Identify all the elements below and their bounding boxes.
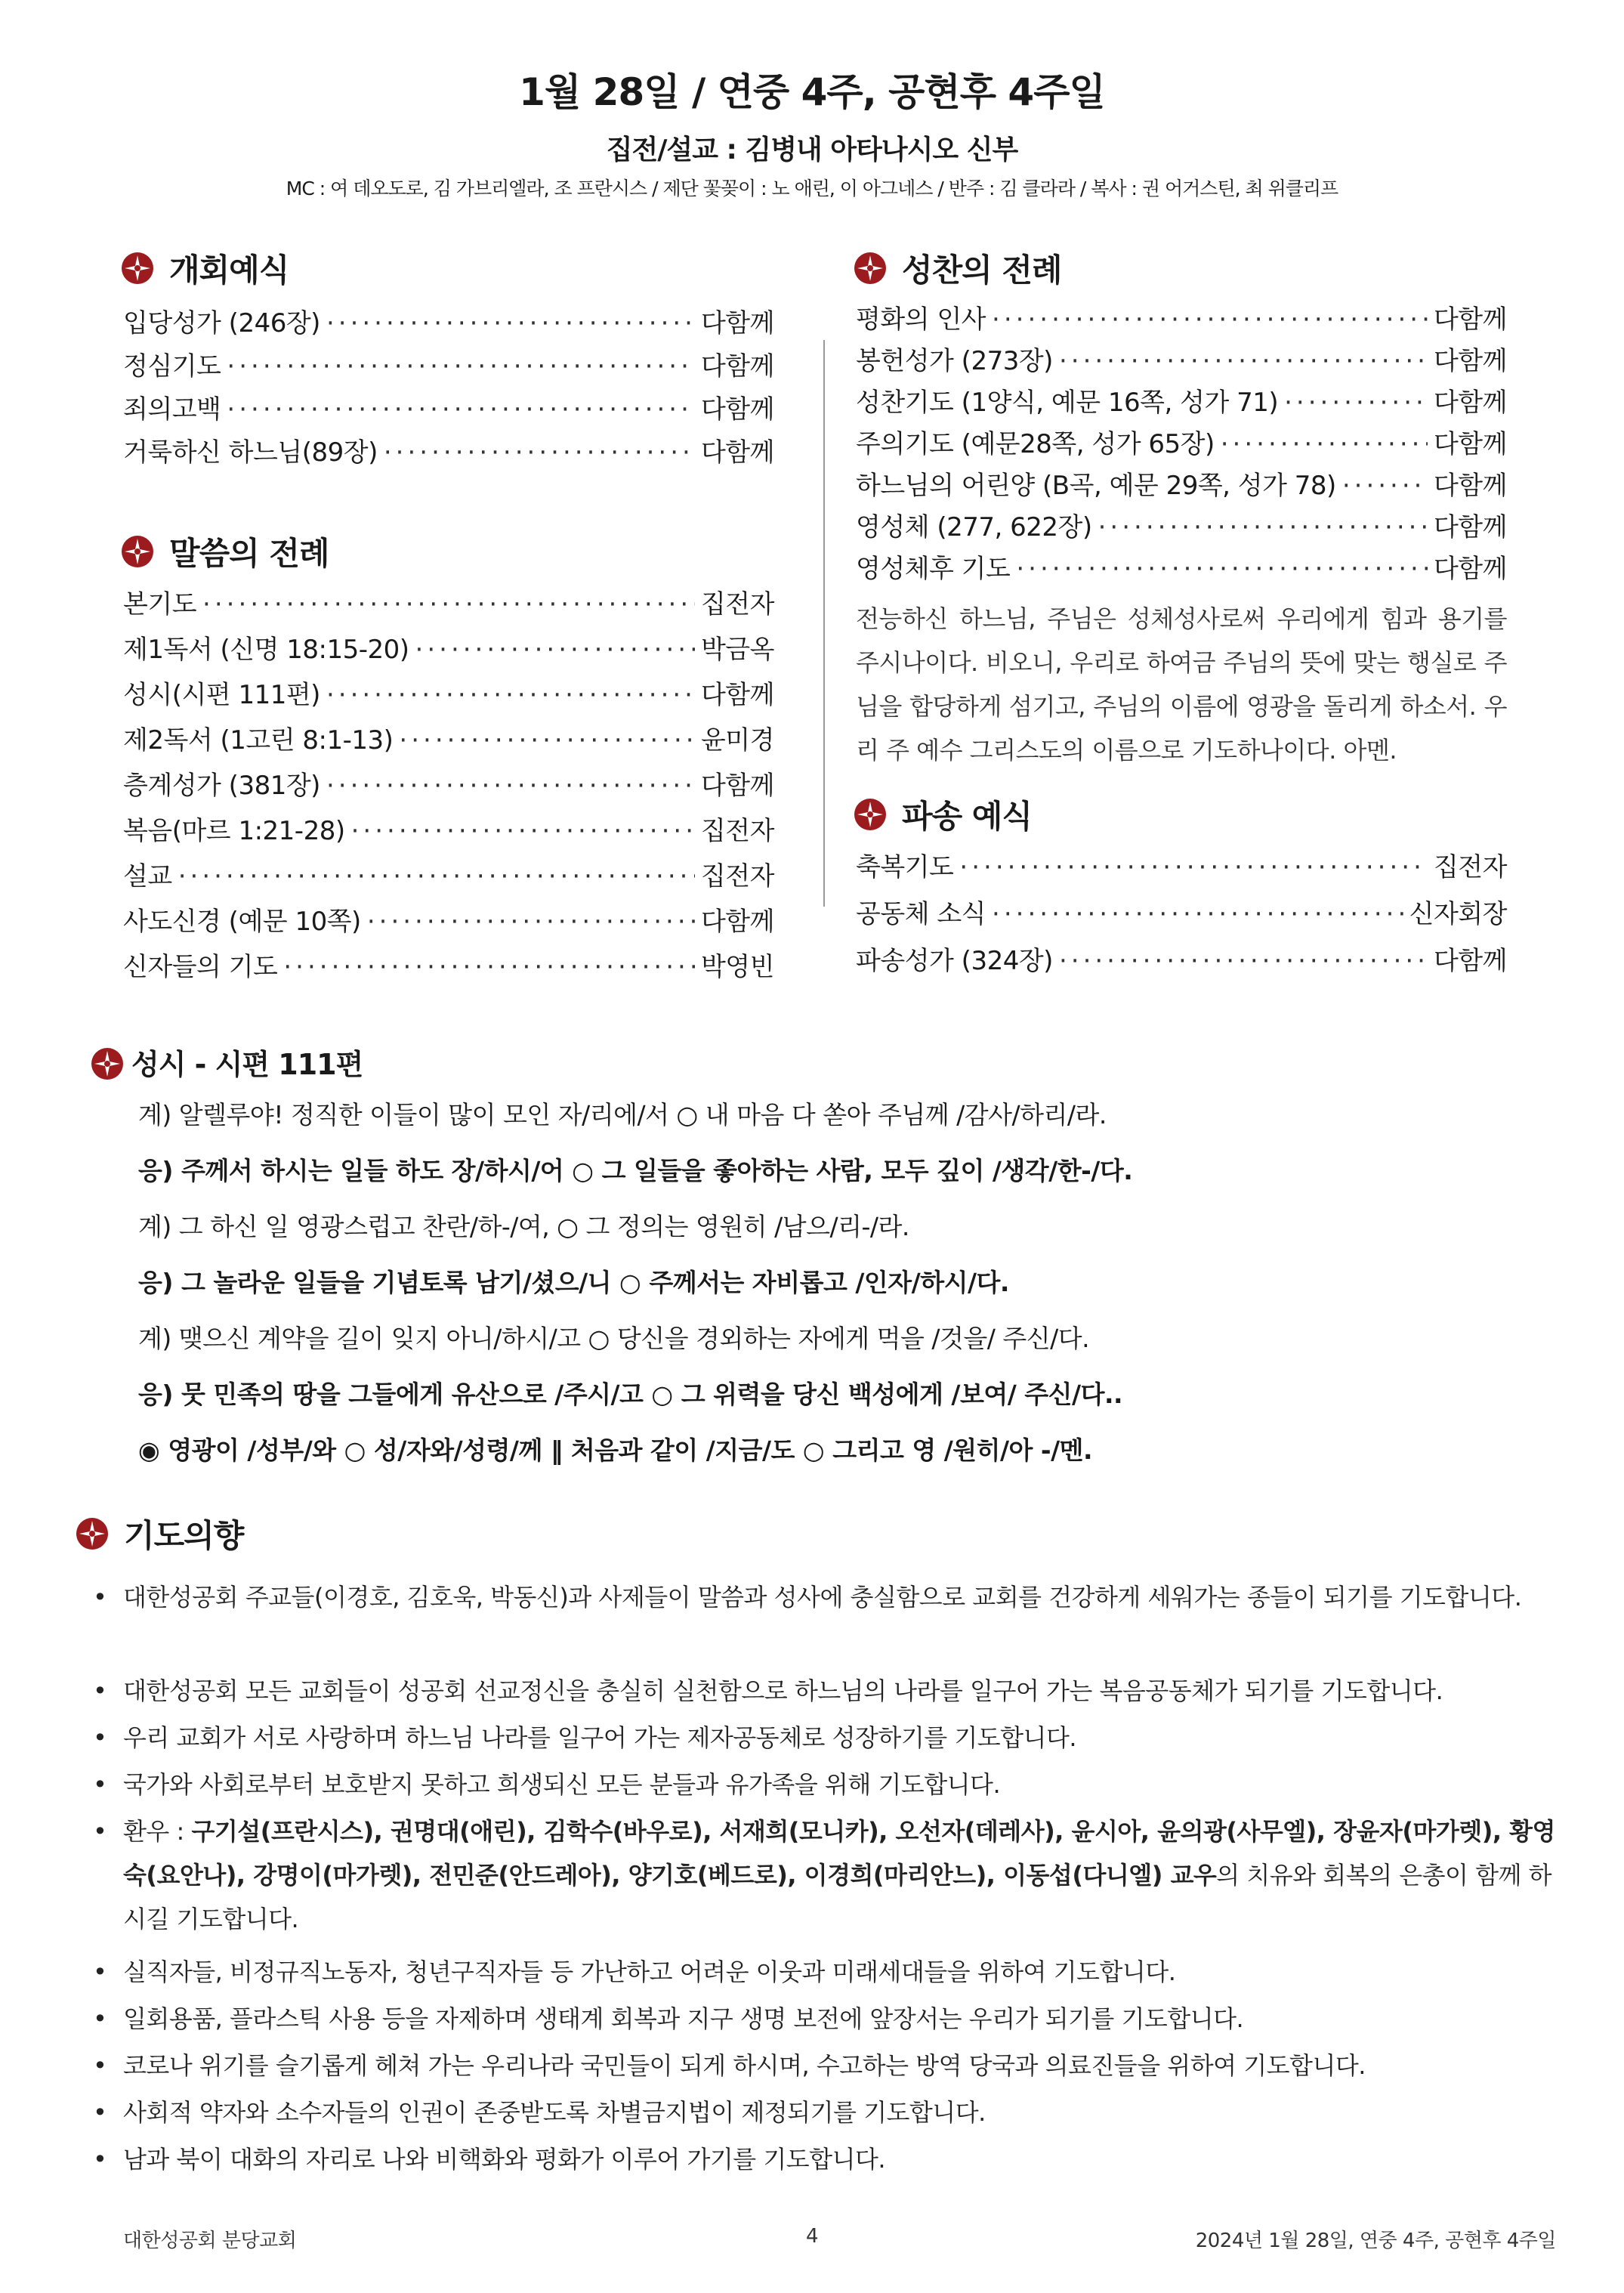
row-label: 층계성가 (381장) [123, 771, 320, 801]
row-label: 봉헌성가 (273장) [856, 346, 1053, 376]
order-row [123, 901, 774, 943]
order-row [856, 846, 1507, 888]
celebrant-line: 집전/설교 : 김병내 아타나시오 신부 [606, 134, 1018, 165]
bullet: • [93, 1958, 107, 1986]
row-label: 설교 [123, 861, 172, 892]
row-role: 다함께 [1433, 554, 1507, 584]
intentions-list [93, 1575, 1558, 2195]
order-row [123, 302, 774, 345]
row-role: 박금옥 [700, 635, 774, 665]
row-role: 다함께 [700, 771, 774, 801]
row-role: 집전자 [700, 816, 774, 846]
intention-text: 대한성공회 주교들(이경호, 김호욱, 박동신)과 사제들이 말씀과 성사에 충실함으로 교회를 건강하게 세워가는 종들이 되기를 기도합니다. [123, 1583, 1522, 1612]
intention-item [93, 1716, 1558, 1760]
intention-item [93, 1997, 1558, 2041]
order-row [123, 719, 774, 762]
intention-item [93, 1669, 1558, 1713]
row-label: 사도신경 (예문 10쪽) [123, 907, 361, 937]
footer-date: 2024년 1월 28일, 연중 4주, 공현후 4주일 [1195, 2230, 1556, 2252]
intention-text: 사회적 약자와 소수자들의 인권이 존중받도록 차별금지법이 제정되기를 기도합니다. [123, 2098, 986, 2127]
leader-dots [959, 846, 1428, 888]
order-row [856, 893, 1507, 935]
intention-item [93, 1575, 1558, 1619]
row-label: 복음(마르 1:21-28) [123, 816, 345, 846]
row-label: 성찬기도 (1양식, 예문 16쪽, 성가 71) [856, 388, 1279, 418]
bullet: • [93, 2051, 107, 2080]
bullet: • [93, 1583, 107, 1612]
leader-dots [1059, 340, 1428, 382]
intention-text: 우리 교회가 서로 사랑하며 하느님 나라를 일구어 가는 제자공동체로 성장하기를 기도합니다. [123, 1723, 1077, 1752]
order-row [856, 465, 1507, 507]
leader-dots [367, 901, 695, 943]
bullet: • [93, 1770, 107, 1799]
section-heading-label: 파송 예식 [902, 798, 1032, 835]
intention-item [93, 1950, 1558, 1994]
order-row [123, 431, 774, 474]
order-row [123, 345, 774, 388]
intention-text: 국가와 사회로부터 보호받지 못하고 희생되신 모든 분들과 유가족을 위해 기도합니다. [123, 1770, 1001, 1799]
order-row [856, 548, 1507, 590]
footer-church: 대한성공회 분당교회 [123, 2230, 297, 2252]
section-heading-label: 기도의향 [124, 1517, 244, 1554]
order-row [123, 388, 774, 431]
order-row [123, 674, 774, 716]
section-heading-opening [121, 246, 289, 291]
row-role: 다함께 [700, 308, 774, 338]
opening-list [123, 302, 774, 484]
section-heading-label: 성찬의 전례 [902, 252, 1062, 289]
row-label: 공동체 소식 [856, 899, 986, 929]
cross-icon [854, 798, 887, 831]
row-role: 다함께 [1433, 429, 1507, 459]
row-label: 정심기도 [123, 351, 221, 382]
post-communion-prayer: 전능하신 하느님, 주님은 성체성사로써 우리에게 힘과 용기를 주시나이다. 비오니, 우리로 하여금 주님의 뜻에 맞는 행실로 주님을 합당하게 섬기고, 주님의 이름에 영광을 돌리게 하소서. 우리 주 예수 그리스도의 이름으로 기도하나이다. 아멘. [856, 604, 1507, 765]
order-row [856, 506, 1507, 549]
intention-item [93, 2091, 1558, 2134]
leader-dots [326, 674, 695, 716]
row-label: 영성체 (277, 622장) [856, 512, 1092, 542]
order-row [123, 765, 774, 807]
word-list [123, 583, 774, 991]
leader-dots [1284, 382, 1428, 424]
row-label: 입당성가 (246장) [123, 308, 320, 338]
order-row [123, 583, 774, 626]
intention-text: 대한성공회 모든 교회들이 성공회 선교정신을 충실히 실천함으로 하느님의 나라를 일구어 가는 복음공동체가 되기를 기도합니다. [123, 1676, 1443, 1705]
order-row [123, 629, 774, 671]
bullet: • [93, 1723, 107, 1752]
order-row [856, 340, 1507, 382]
section-heading-eucharist [854, 246, 1061, 291]
leader-dots [1098, 506, 1428, 549]
intention-text: 일회용품, 플라스틱 사용 등을 자제하며 생태계 회복과 지구 생명 보전에 앞장서는 우리가 되기를 기도합니다. [123, 2004, 1244, 2033]
leader-dots [1016, 548, 1428, 590]
row-label: 축복기도 [856, 852, 954, 882]
order-row [123, 855, 774, 898]
section-heading-label: 성시 - 시편 111편 [131, 1048, 363, 1081]
section-heading-word [121, 529, 329, 574]
bullet: • [93, 2145, 107, 2174]
row-role: 다함께 [1433, 388, 1507, 418]
row-role: 신자회장 [1409, 899, 1507, 929]
psalm-line: 응) 그 놀라운 일들을 기념토록 남기/셨으/니 ○ 주께서는 자비롭고 /인자/하시/다. [138, 1268, 1009, 1297]
row-role: 다함께 [1433, 346, 1507, 376]
cross-icon [121, 252, 154, 285]
section-heading-intentions [76, 1511, 243, 1556]
row-role: 다함께 [700, 680, 774, 710]
page-title: 1월 28일 / 연중 4주, 공현후 4주일 [519, 70, 1105, 114]
order-row [856, 423, 1507, 465]
row-label: 주의기도 (예문28쪽, 성가 65장) [856, 429, 1215, 459]
row-label: 본기도 [123, 589, 197, 620]
leader-dots [227, 345, 695, 388]
leader-dots [399, 719, 695, 762]
intention-text: 실직자들, 비정규직노동자, 청년구직자들 등 가난하고 어려운 이웃과 미래세대들을 위하여 기도합니다. [123, 1958, 1176, 1986]
row-label: 영성체후 기도 [856, 554, 1011, 584]
row-role: 다함께 [1433, 471, 1507, 501]
row-label: 평화의 인사 [856, 304, 986, 335]
sick-prefix: 환우 : [123, 1817, 192, 1846]
leader-dots [1059, 940, 1428, 982]
order-row [856, 298, 1507, 341]
leader-dots [415, 629, 695, 671]
psalm-lines [138, 1096, 1558, 1488]
order-row [123, 810, 774, 852]
leader-dots [283, 946, 695, 988]
row-role: 다함께 [700, 437, 774, 468]
row-label: 신자들의 기도 [123, 952, 278, 982]
leader-dots [178, 855, 695, 898]
intention-text: 남과 북이 대화의 자리로 나와 비핵화와 평화가 이루어 가기를 기도합니다. [123, 2145, 886, 2174]
bullet: • [93, 1676, 107, 1705]
eucharist-list [856, 298, 1507, 593]
row-role: 집전자 [700, 589, 774, 620]
intention-text: 코로나 위기를 슬기롭게 헤쳐 가는 우리나라 국민들이 되게 하시며, 수고하는 방역 당국과 의료진들을 위하여 기도합니다. [123, 2051, 1366, 2080]
row-label: 하느님의 어린양 (B곡, 예문 29쪽, 성가 78) [856, 471, 1336, 501]
order-row [856, 382, 1507, 424]
column-divider [823, 340, 825, 907]
row-role: 집전자 [700, 861, 774, 892]
leader-dots [992, 893, 1403, 935]
order-row [856, 940, 1507, 982]
leader-dots [326, 765, 695, 807]
psalm-line: ◉ 영광이 /성부/와 ○ 성/자와/성령/께 ‖ 처음과 같이 /지금/도 ○ 그리고 영 /원히/아 -/멘. [138, 1435, 1093, 1465]
bullet: • [93, 2098, 107, 2127]
row-role: 윤미경 [700, 725, 774, 756]
row-role: 집전자 [1433, 852, 1507, 882]
row-role: 다함께 [700, 351, 774, 382]
section-heading-label: 말씀의 전례 [169, 535, 329, 572]
leader-dots [1342, 465, 1428, 507]
leader-dots [326, 302, 695, 345]
psalm-line: 계) 알렐루야! 정직한 이들이 많이 모인 자/리에/서 ○ 내 마음 다 쏟아 주님께 /감사/하리/라. [138, 1100, 1107, 1130]
sick-suffix: 의 치유와 회복의 은총이 함께 하시길 기도합니다. [123, 1861, 1552, 1933]
leader-dots [1221, 423, 1428, 465]
dismissal-list [856, 846, 1507, 982]
section-heading-psalm [91, 1041, 363, 1083]
row-role: 다함께 [700, 907, 774, 937]
page-number: 4 [805, 2225, 819, 2248]
psalm-line: 응) 주께서 하시는 일들 하도 장/하시/어 ○ 그 일들을 좋아하는 사람, 모두 깊이 /생각/한-/다. [138, 1156, 1133, 1185]
intention-item [93, 1763, 1558, 1806]
staff-line: MC : 여 데오도로, 김 가브리엘라, 조 프란시스 / 제단 꽃꽂이 : 노 애린, 이 아그네스 / 반주 : 김 클라라 / 복사 : 권 어거스틴, 최 위클리프 [286, 178, 1338, 199]
row-role: 다함께 [1433, 304, 1507, 335]
row-role: 박영빈 [700, 952, 774, 982]
intention-item [93, 2044, 1558, 2087]
psalm-line: 계) 그 하신 일 영광스럽고 찬란/하-/여, ○ 그 정의는 영원히 /남으/리-/라. [138, 1212, 909, 1241]
sick-names: 구기설(프란시스), 권명대(애린), 김학수(바우로), 서재희(모니카), 오선자(데레사), 윤시아, 윤의광(사무엘), 장윤자(마가렛), 황영숙(요안나), 강명이(마가렛), 전민준(안드레아), 양기호(베드로), 이경희(마리안느), 이동섭(다니엘) 교우 [123, 1817, 1555, 1890]
cross-icon [121, 535, 154, 568]
row-role: 다함께 [1433, 946, 1507, 976]
cross-icon [91, 1047, 121, 1077]
leader-dots [384, 431, 695, 474]
section-heading-label: 개회예식 [169, 252, 289, 289]
row-label: 제2독서 (1고린 8:1-13) [123, 725, 394, 756]
row-label: 성시(시편 111편) [123, 680, 320, 710]
leader-dots [351, 810, 695, 852]
row-label: 거룩하신 하느님(89장) [123, 437, 378, 468]
bullet: • [93, 1817, 107, 1846]
row-label: 파송성가 (324장) [856, 946, 1053, 976]
bullet: • [93, 2004, 107, 2033]
intention-item [93, 2137, 1558, 2181]
psalm-line: 응) 뭇 민족의 땅을 그들에게 유산으로 /주시/고 ○ 그 위력을 당신 백성에게 /보여/ 주신/다.. [138, 1380, 1123, 1409]
psalm-line: 계) 맺으신 계약을 길이 잊지 아니/하시/고 ○ 당신을 경외하는 자에게 먹을 /것을/ 주신/다. [138, 1324, 1090, 1353]
leader-dots [992, 298, 1428, 341]
cross-icon [854, 252, 887, 285]
leader-dots [227, 388, 695, 431]
intention-item-sick [93, 1809, 1558, 1941]
order-row [123, 946, 774, 988]
row-role: 다함께 [700, 394, 774, 425]
row-label: 제1독서 (신명 18:15-20) [123, 635, 409, 665]
cross-icon [76, 1517, 109, 1550]
row-role: 다함께 [1433, 512, 1507, 542]
leader-dots [202, 583, 695, 626]
section-heading-dismissal [854, 792, 1032, 837]
row-label: 죄의고백 [123, 394, 221, 425]
